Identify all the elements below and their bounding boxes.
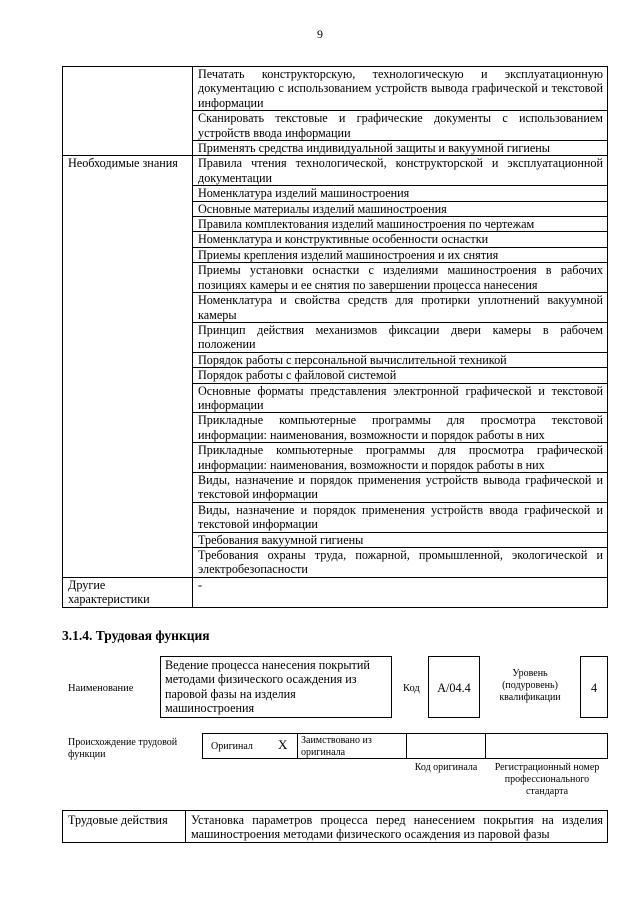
original-cell (202, 733, 298, 759)
actions-label: Трудовые действия (63, 811, 186, 843)
other-value: - (193, 577, 608, 607)
knowledge-item: Основные форматы представления электронной графической и текстовой информации (193, 383, 608, 413)
knowledge-item: Приемы крепления изделий машиностроения и их снятия (193, 247, 608, 262)
borrowed-label: Заимствовано из оригинала (301, 735, 372, 758)
name-label: Наименование (68, 683, 134, 694)
actions-table (62, 810, 608, 843)
code-caption: Код оригинала (414, 762, 478, 773)
knowledge-item: Виды, назначение и порядок применения устройств ввода графической и текстовой информации (193, 502, 608, 532)
borrowed-cell (297, 733, 407, 759)
level-label: Уровень (подуровень) квалификации (499, 668, 561, 703)
function-name-box: Ведение процесса нанесения покрытий методами физического осаждения из паровой фазы на изделия машиностроения (160, 656, 392, 718)
knowledge-item: Порядок работы с персональной вычислительной техникой (193, 352, 608, 367)
knowledge-item: Номенклатура и конструктивные особенности оснастки (193, 232, 608, 247)
knowledge-item: Требования охраны труда, пожарной, промышленной, экологической и электробезопасности (193, 548, 608, 578)
original-mark: X (278, 737, 288, 752)
skills-label-cell (63, 67, 193, 156)
code-value-box: A/04.4 (428, 656, 480, 718)
origin-label: Происхождение трудовой функции (68, 737, 178, 760)
section-heading: 3.1.4. Трудовая функция (62, 628, 210, 643)
code-label: Код (403, 683, 420, 694)
actions-value: Установка параметров процесса перед нанесением покрытия на изделия машиностроения методами физического осаждения из паровой фазы (186, 811, 608, 843)
table-row (63, 811, 608, 843)
table-row (63, 67, 608, 111)
knowledge-item: Приемы установки оснастки с изделиями машиностроения в рабочих позициях камеры и ее снятия по завершении процесса нанесения (193, 263, 608, 293)
knowledge-item: Правила чтения технологической, конструкторской и эксплуатационной документации (193, 156, 608, 186)
knowledge-item: Требования вакуумной гигиены (193, 532, 608, 547)
knowledge-item: Виды, назначение и порядок применения устройств вывода графической и текстовой информации (193, 472, 608, 502)
level-value-box: 4 (580, 656, 608, 718)
page-number: 9 (317, 27, 323, 41)
table-row (63, 156, 608, 186)
knowledge-item: Номенклатура изделий машиностроения (193, 186, 608, 201)
skill-item: Сканировать текстовые и графические документы с использованием устройств ввода информации (193, 111, 608, 141)
knowledge-item: Основные материалы изделий машиностроения (193, 201, 608, 216)
table-row (63, 577, 608, 607)
knowledge-item: Правила комплектования изделий машиностроения по чертежам (193, 217, 608, 232)
original-label: Оригинал (211, 741, 253, 752)
knowledge-item: Номенклатура и свойства средств для протирки уплотнений вакуумной камеры (193, 293, 608, 323)
skill-item: Печатать конструкторскую, технологическую и эксплуатационную документацию с использованием устройств вывода графической и текстовой информации (193, 67, 608, 111)
other-label: Другие характеристики (63, 577, 193, 607)
knowledge-item: Прикладные компьютерные программы для просмотра текстовой информации: наименования, возможности и порядок работы в них (193, 413, 608, 443)
reg-number-cell (485, 733, 608, 759)
knowledge-label: Необходимые знания (63, 156, 193, 577)
requirements-table (62, 66, 608, 608)
knowledge-item: Прикладные компьютерные программы для просмотра графической информации: наименования, возможности и порядок работы в них (193, 443, 608, 473)
knowledge-item: Порядок работы с файловой системой (193, 368, 608, 383)
original-code-cell (406, 733, 486, 759)
knowledge-item: Принцип действия механизмов фиксации двери камеры в рабочем положении (193, 322, 608, 352)
reg-caption: Регистрационный номер профессионального стандарта (494, 762, 600, 797)
skill-item: Применять средства индивидуальной защиты и вакуумной гигиены (193, 141, 608, 156)
